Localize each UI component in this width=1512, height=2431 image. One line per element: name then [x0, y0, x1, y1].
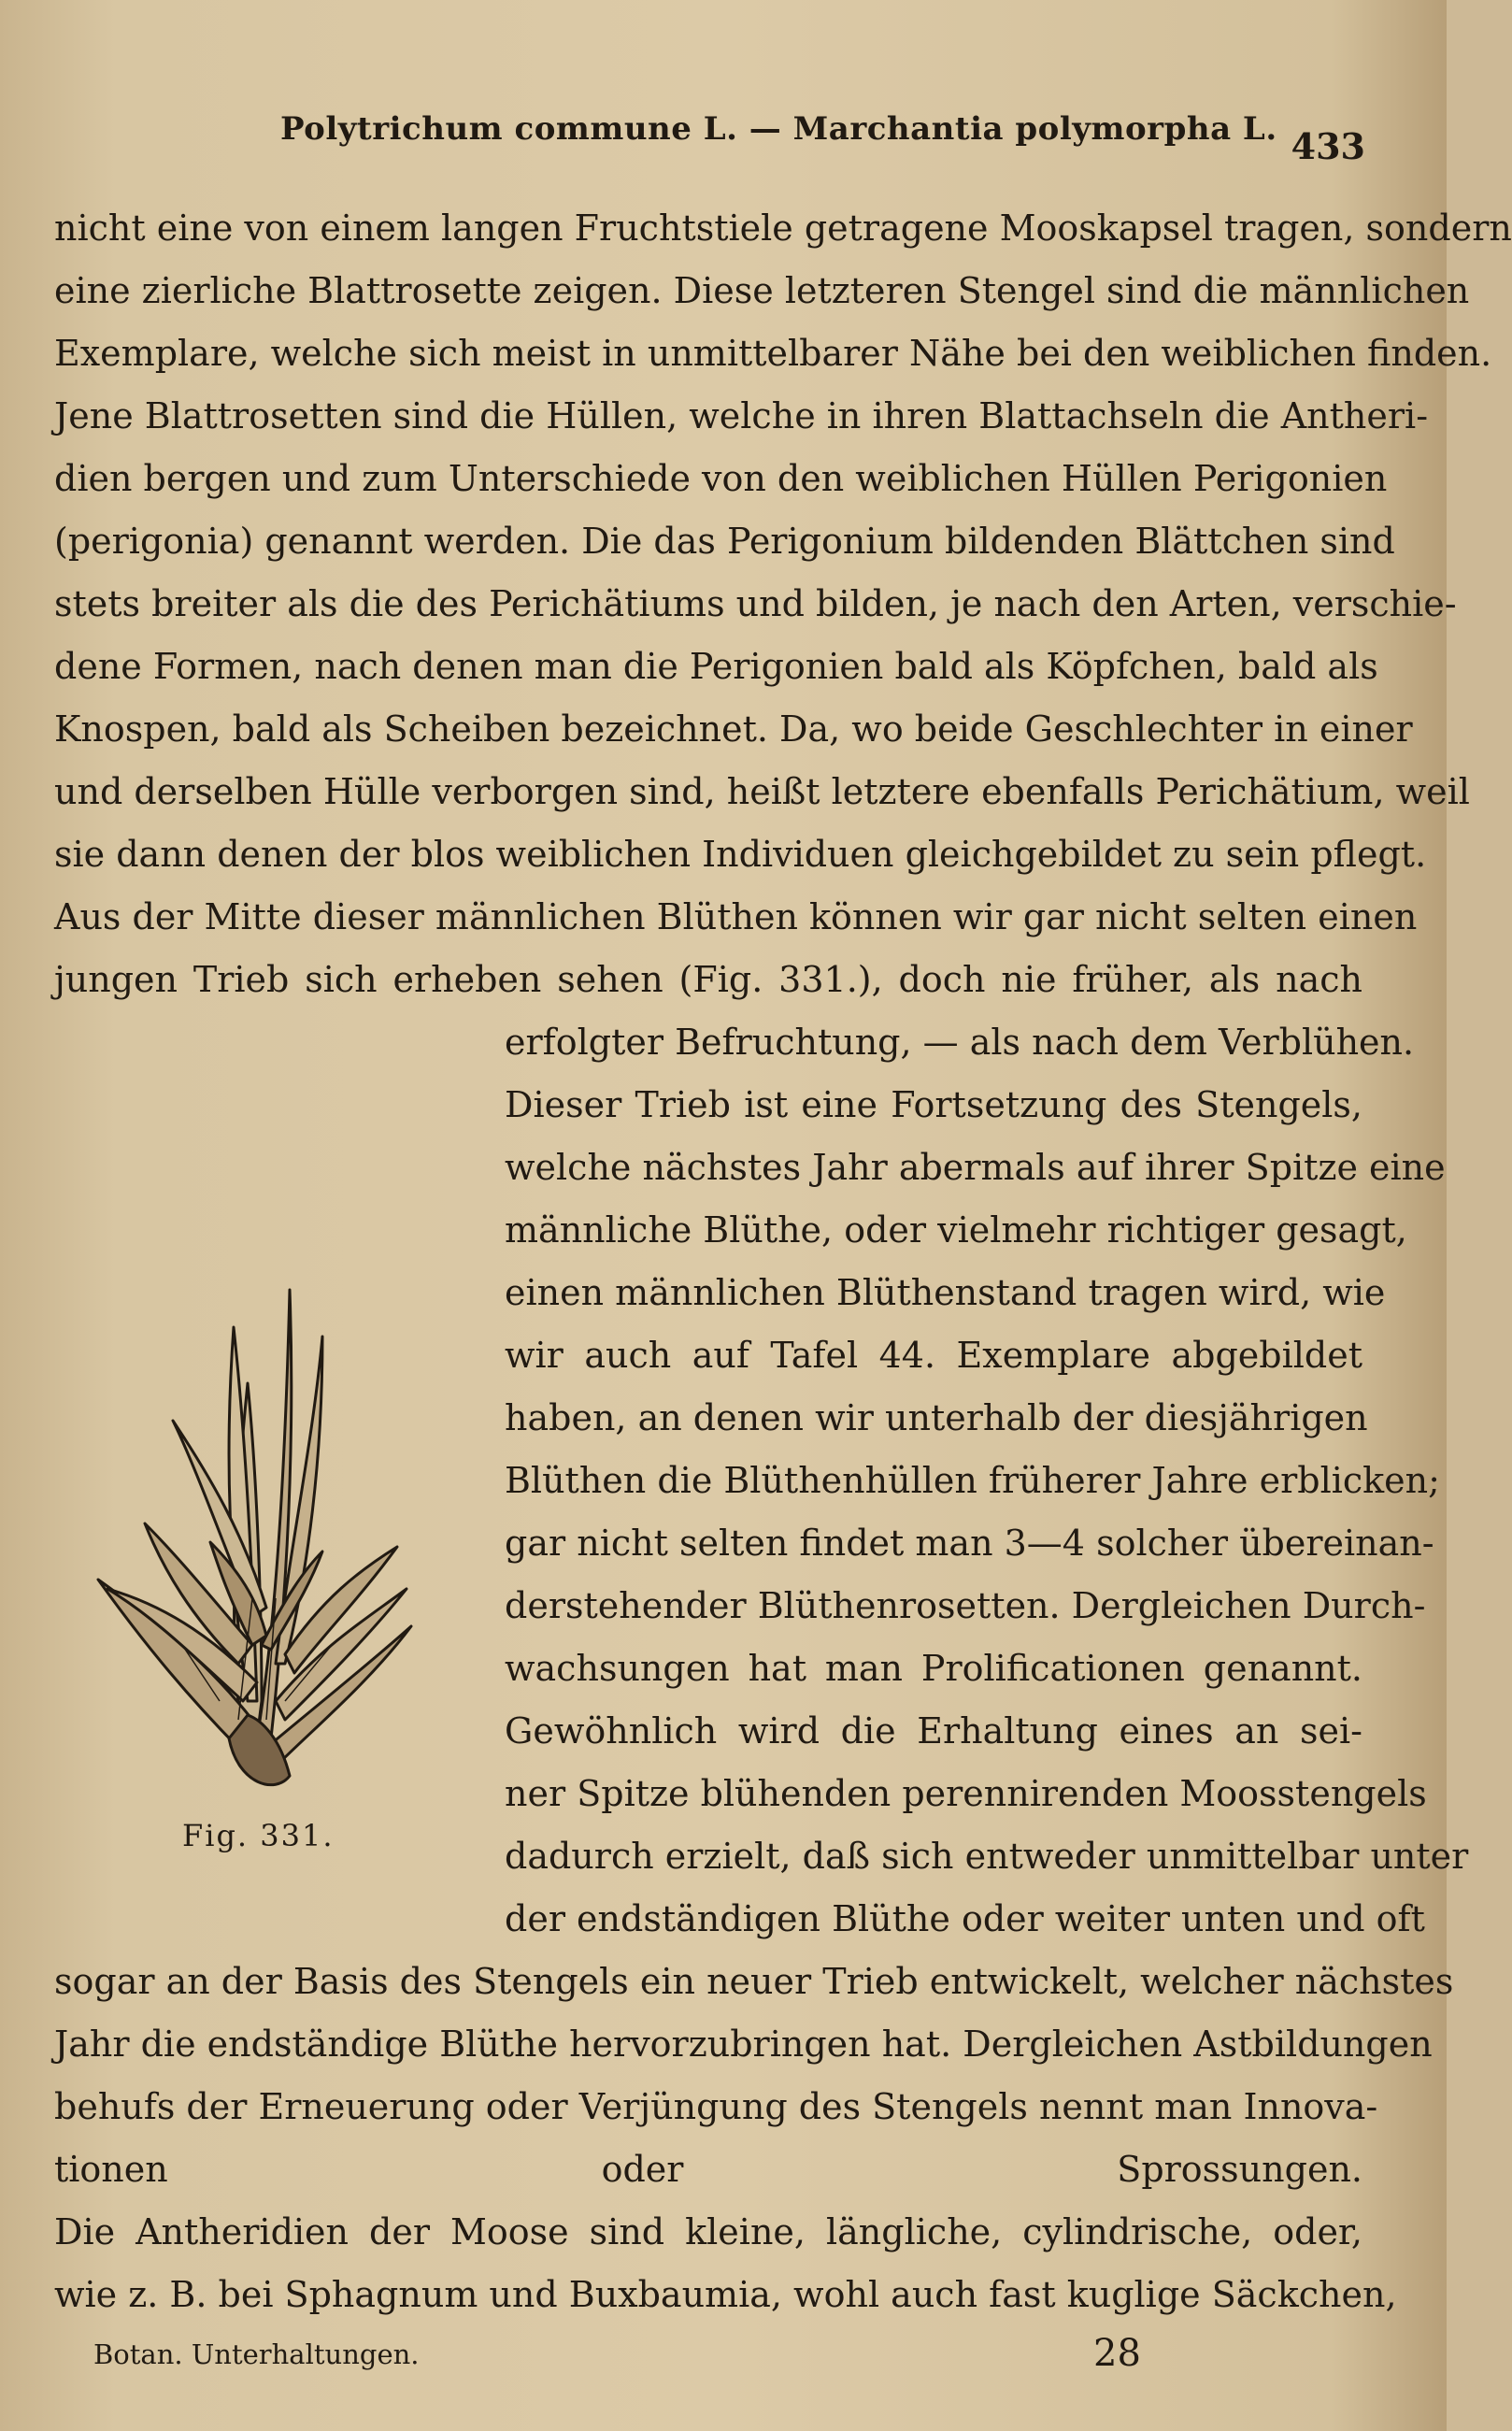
- body-line: Die Antheridien der Moose sind kleine, längliche, cylindrische, oder,: [54, 2211, 1362, 2252]
- body-line: Blüthen die Blüthenhüllen früherer Jahre erblicken;: [505, 1460, 1440, 1501]
- body-line: der endständigen Blüthe oder weiter unten und oft: [505, 1898, 1425, 1939]
- body-line: ner Spitze blühenden perennirenden Moosstengels: [505, 1773, 1427, 1814]
- body-line: jungen Trieb sich erheben sehen (Fig. 331.), doch nie früher, als nach: [54, 959, 1362, 1000]
- body-line: Jene Blattrosetten sind die Hüllen, welche in ihren Blattachseln die Antheri-: [54, 395, 1429, 436]
- body-line: Exemplare, welche sich meist in unmittelbarer Nähe bei den weiblichen finden.: [54, 333, 1492, 374]
- footer-title: Botan. Unterhaltungen.: [93, 2338, 420, 2370]
- body-line: nicht eine von einem langen Fruchtstiele getragene Mooskapsel tragen, sondern: [54, 207, 1512, 249]
- body-line: Gewöhnlich wird die Erhaltung eines an sei-: [505, 1710, 1362, 1752]
- page-number: 433: [1291, 125, 1365, 167]
- body-line: haben, an denen wir unterhalb der diesjährigen: [505, 1397, 1368, 1438]
- body-line: wie z. B. bei Sphagnum und Buxbaumia, wohl auch fast kuglige Säckchen,: [54, 2274, 1397, 2315]
- figure-caption: Fig. 331.: [182, 1818, 335, 1853]
- body-line: dien bergen und zum Unterschiede von den weiblichen Hüllen Perigonien: [54, 458, 1388, 499]
- body-line: sogar an der Basis des Stengels ein neuer Trieb entwickelt, welcher nächstes: [54, 1961, 1454, 2002]
- body-line: welche nächstes Jahr abermals auf ihrer Spitze eine: [505, 1147, 1446, 1188]
- body-line: eine zierliche Blattrosette zeigen. Diese letzteren Stengel sind die männlichen: [54, 270, 1470, 311]
- body-line: dene Formen, nach denen man die Perigonien bald als Köpfchen, bald als: [54, 646, 1378, 687]
- body-line: Aus der Mitte dieser männlichen Blüthen können wir gar nicht selten einen: [54, 896, 1418, 937]
- body-line: dadurch erzielt, daß sich entweder unmittelbar unter: [505, 1836, 1469, 1877]
- body-line: erfolgter Befruchtung, — als nach dem Verblühen.: [505, 1022, 1415, 1063]
- body-line: Jahr die endständige Blüthe hervorzubringen hat. Dergleichen Astbildungen: [54, 2023, 1433, 2065]
- body-line: männliche Blüthe, oder vielmehr richtiger gesagt,: [505, 1209, 1407, 1251]
- body-line: wir auch auf Tafel 44. Exemplare abgebildet: [505, 1335, 1362, 1376]
- body-line: tionen oder Sprossungen.: [54, 2149, 1362, 2190]
- body-line: Dieser Trieb ist eine Fortsetzung des Stengels,: [505, 1084, 1362, 1125]
- body-line: sie dann denen der blos weiblichen Individuen gleichgebildet zu sein pflegt.: [54, 834, 1427, 875]
- body-line: Knospen, bald als Scheiben bezeichnet. Da, wo beide Geschlechter in einer: [54, 708, 1413, 750]
- body-line: gar nicht selten findet man 3—4 solcher übereinan-: [505, 1523, 1434, 1564]
- body-line: derstehender Blüthenrosetten. Dergleichen Durch-: [505, 1585, 1426, 1626]
- running-head: Polytrichum commune L. — Marchantia polymorpha L.: [280, 110, 1277, 148]
- signature-mark: 28: [1093, 2332, 1141, 2375]
- body-line: wachsungen hat man Prolificationen genannt.: [505, 1648, 1362, 1689]
- body-line: stets breiter als die des Perichätiums und bilden, je nach den Arten, verschie-: [54, 583, 1457, 624]
- body-line: und derselben Hülle verborgen sind, heißt letztere ebenfalls Perichätium, weil: [54, 771, 1470, 812]
- body-line: behufs der Erneuerung oder Verjüngung des Stengels nennt man Innova-: [54, 2086, 1378, 2127]
- body-line: einen männlichen Blüthenstand tragen wird, wie: [505, 1272, 1386, 1313]
- moss-flower-illustration: [89, 1178, 425, 1795]
- body-line: (perigonia) genannt werden. Die das Perigonium bildenden Blättchen sind: [54, 521, 1395, 562]
